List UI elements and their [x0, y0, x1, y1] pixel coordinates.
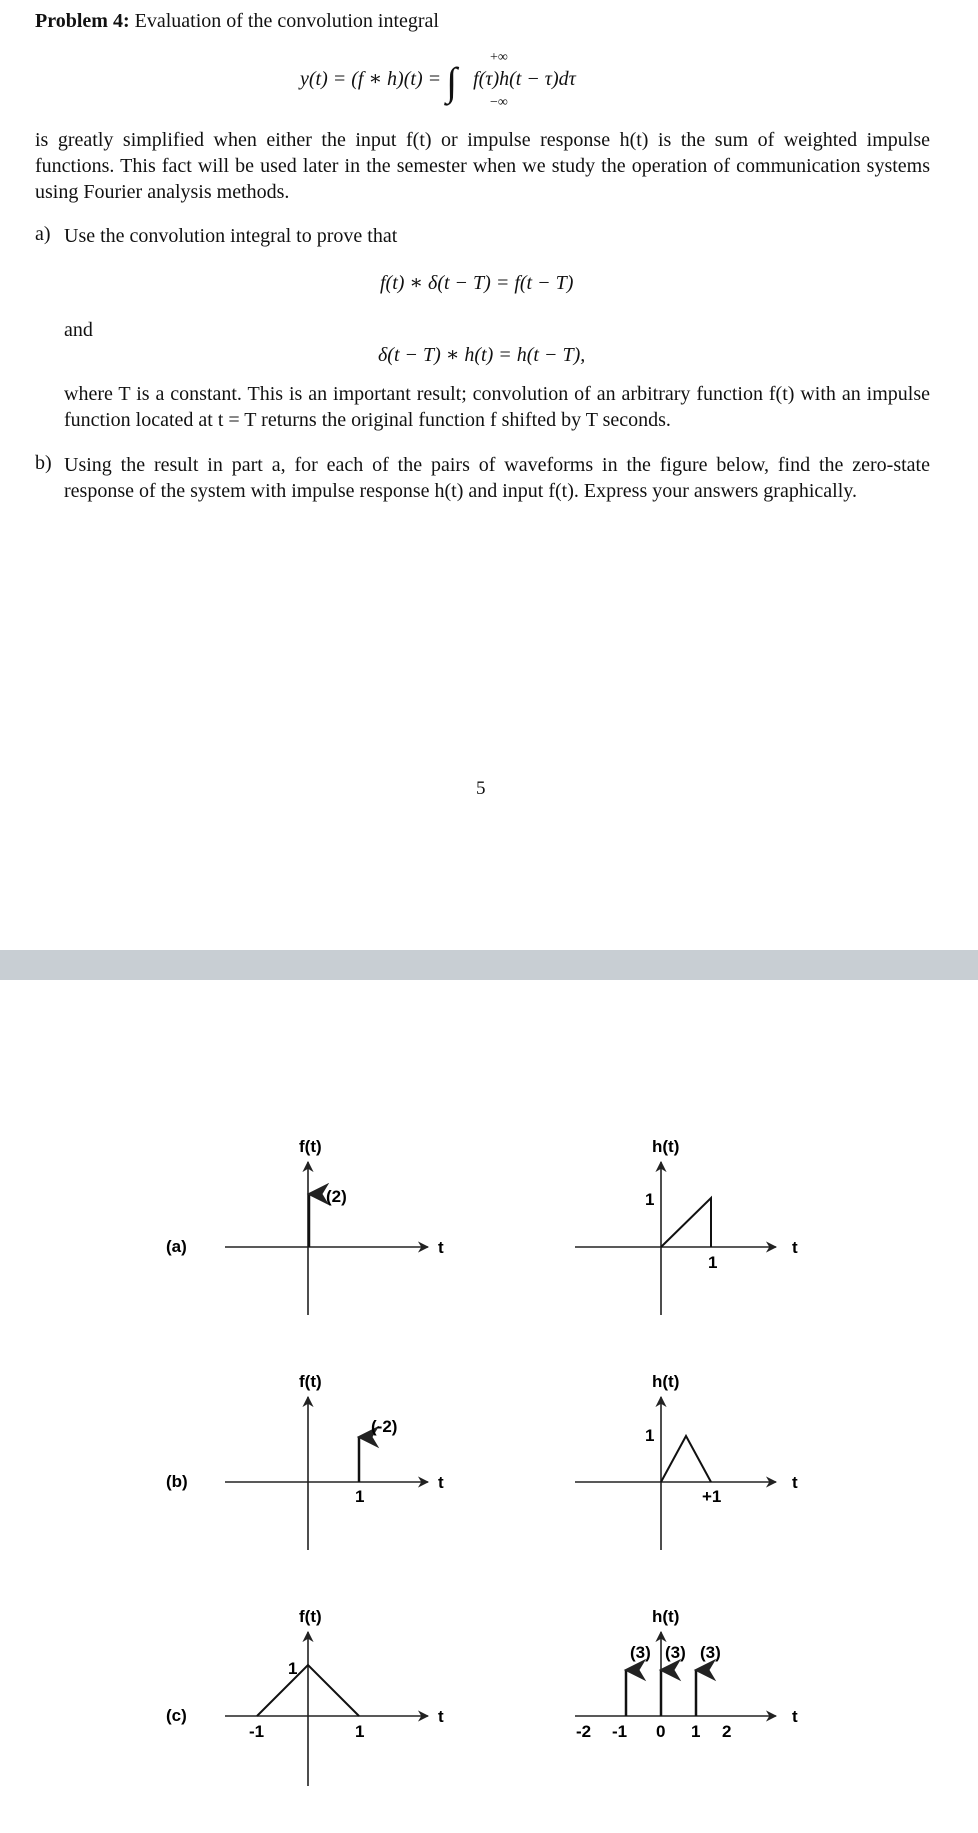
plot-title: f(t)	[299, 1137, 322, 1156]
row-a-label: (a)	[166, 1237, 187, 1256]
page-separator	[0, 950, 978, 980]
impulse-weight: (2)	[326, 1187, 347, 1206]
part-a-text: Use the convolution integral to prove that	[64, 225, 398, 247]
x-tick-plus1: +1	[702, 1487, 722, 1506]
plot-title: h(t)	[652, 1137, 680, 1156]
y-tick-1: 1	[645, 1426, 655, 1445]
axis-label-t: t	[438, 1473, 444, 1492]
plot-title: h(t)	[652, 1372, 680, 1391]
part-b-marker: b)	[35, 452, 52, 474]
x-tick-1: 1	[691, 1722, 701, 1741]
triangle-waveform	[661, 1436, 711, 1482]
part-a-equation-1: f(t) ∗ δ(t − T) = f(t − T)	[380, 272, 574, 294]
part-a-equation-2: δ(t − T) ∗ h(t) = h(t − T),	[378, 344, 586, 366]
convolution-equation	[300, 58, 576, 105]
equation-lhs: y(t) = (f ∗ h)(t) =	[300, 68, 442, 90]
impulse-weight: (-2)	[371, 1417, 398, 1436]
part-b-text: Using the result in part a, for each of the pairs of waveforms in the figure below, find the zero-state response of the system with impulse response h(t) and input f(t). Express your answers graphically.	[64, 454, 930, 502]
y-tick-1: 1	[645, 1190, 655, 1209]
x-tick-1: 1	[355, 1722, 365, 1741]
plot-f-b	[225, 1372, 444, 1550]
axis-label-t: t	[438, 1707, 444, 1726]
intro-paragraph: is greatly simplified when either the input f(t) or impulse response h(t) is the sum of weighted impulse functions. This fact will be used later in the semester when we study the operation of communication systems using Fourier analysis methods.	[35, 129, 930, 203]
plot-title: f(t)	[299, 1607, 322, 1626]
axis-label-t: t	[792, 1238, 798, 1257]
part-a-marker: a)	[35, 223, 51, 245]
plot-h-b	[575, 1372, 798, 1550]
x-tick-1: 1	[708, 1253, 718, 1272]
x-tick-1: 1	[355, 1487, 365, 1506]
document-page-2	[0, 980, 978, 1828]
integral-sign: ∫	[446, 59, 458, 104]
axis-label-t: t	[438, 1238, 444, 1257]
part-a-and: and	[64, 319, 93, 341]
plot-title: h(t)	[652, 1607, 680, 1626]
impulse-weight-3: (3)	[700, 1643, 721, 1662]
axis-label-t: t	[792, 1707, 798, 1726]
waveform-figure	[0, 980, 978, 1828]
y-tick-1: 1	[288, 1659, 298, 1678]
part-a-note: where T is a constant. This is an important result; convolution of an arbitrary function f(t) with an impulse function located at t = T returns the original function f shifted by T seconds.	[64, 383, 930, 431]
equation-integrand: f(τ)h(t − τ)dτ	[473, 68, 576, 90]
x-tick-minus2: -2	[576, 1722, 592, 1741]
x-tick-minus1: -1	[612, 1722, 628, 1741]
axis-label-t: t	[792, 1473, 798, 1492]
page-number: 5	[476, 778, 486, 799]
integral-lower-limit: −∞	[490, 95, 508, 110]
plot-title: f(t)	[299, 1372, 322, 1391]
integral-upper-limit: +∞	[490, 50, 508, 65]
x-tick-minus1: -1	[249, 1722, 265, 1741]
x-tick-0: 0	[656, 1722, 666, 1741]
problem-heading	[35, 10, 439, 33]
ramp-waveform	[661, 1198, 711, 1247]
plot-f-a	[225, 1137, 444, 1315]
plot-h-a	[575, 1137, 798, 1315]
impulse-weight-1: (3)	[630, 1643, 651, 1662]
problem-label: Problem 4:	[35, 10, 130, 32]
row-c-label: (c)	[166, 1706, 187, 1725]
row-b-label: (b)	[166, 1472, 188, 1491]
plot-h-c	[575, 1607, 798, 1741]
impulse-weight-2: (3)	[665, 1643, 686, 1662]
plot-f-c	[225, 1607, 444, 1786]
x-tick-2: 2	[722, 1722, 732, 1741]
problem-title: Evaluation of the convolution integral	[134, 10, 439, 32]
